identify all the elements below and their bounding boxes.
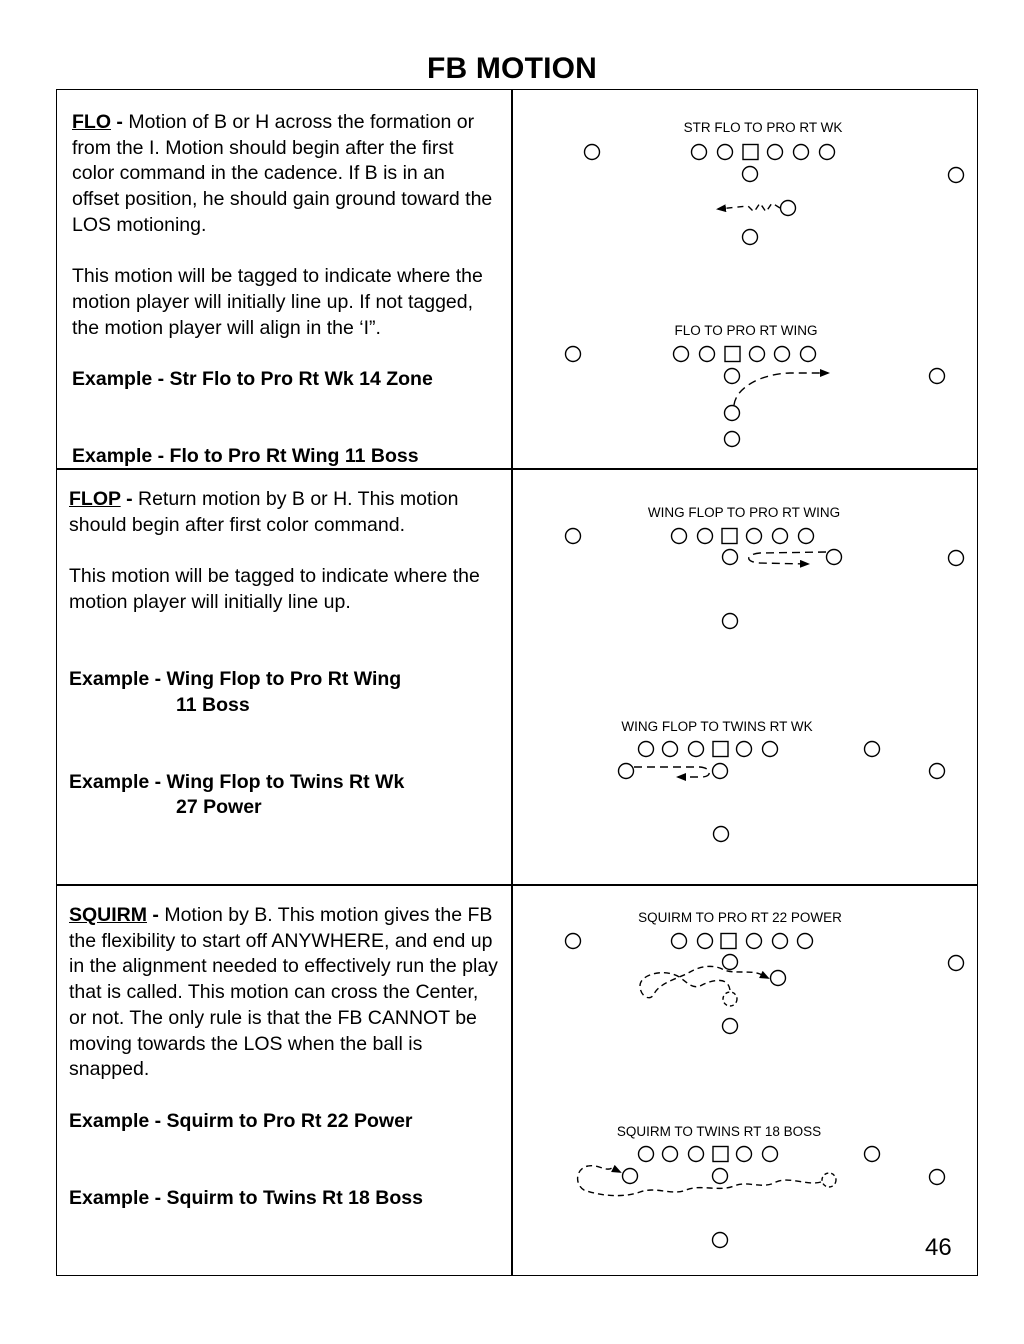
diagram-flo-motion (734, 373, 828, 405)
flo-term: FLO (72, 111, 111, 133)
squirm-dash: - (147, 904, 165, 926)
diagram-wing-flop-motion (749, 552, 826, 564)
page-title: FB MOTION (426, 52, 598, 85)
squirm-example-1: Example - Squirm to Pro Rt 22 Power (69, 1109, 413, 1132)
flop-section (69, 487, 505, 821)
flo-note: This motion will be tagged to indicate where the motion player will initially line up. If not tagged, the motion player will align in the ‘I”. (72, 265, 483, 339)
diagram-squirm-twins-motion (578, 1166, 821, 1196)
diagram-str-flo-motion (718, 203, 780, 212)
diagram-squirm-twins-label: SQUIRM TO TWINS RT 18 BOSS (616, 1124, 822, 1139)
flop-description: Return motion by B or H. This motion should begin after first color command. (69, 488, 459, 536)
flop-example-2-play: 27 Power (176, 796, 262, 819)
squirm-section (69, 903, 499, 1211)
diagram-squirm-pro-label: SQUIRM TO PRO RT 22 POWER (638, 910, 842, 925)
flop-term: FLOP (69, 488, 121, 510)
diagram-flo-label: FLO TO PRO RT WING (674, 323, 818, 338)
flo-example-1: Example - Str Flo to Pro Rt Wk 14 Zone (72, 368, 433, 390)
diagram-flo-players (566, 347, 945, 447)
flop-example-2: Example - Wing Flop to Twins Rt Wk (69, 770, 405, 793)
diagram-squirm-twins-players (623, 1147, 945, 1248)
diagram-wing-flop-label: WING FLOP TO PRO RT WING (647, 505, 841, 520)
diagram-wing-flop-twins-label: WING FLOP TO TWINS RT WK (621, 719, 813, 734)
flo-example-2: Example - Flo to Pro Rt Wing 11 Boss (72, 445, 419, 468)
flo-description-paragraph (72, 110, 497, 239)
diagram-str-flo-players (585, 145, 964, 245)
squirm-description-paragraph (69, 903, 499, 1083)
diagram-squirm-twins-start-position (822, 1173, 836, 1187)
squirm-example-2: Example - Squirm to Twins Rt 18 Boss (69, 1186, 423, 1209)
diagram-str-flo-label: STR FLO TO PRO RT WK (683, 120, 843, 135)
page-number: 46 (925, 1234, 952, 1261)
squirm-description: Motion by B. This motion gives the FB the flexibility to start off ANYWHERE, and end up in the alignment needed to effectively run the play that is called. This motion can cross the Center, or not. The only rule is that the FB CANNOT be moving towards the LOS when the ball is snapped. (69, 904, 498, 1081)
diagram-wing-flop-twins-players (619, 742, 945, 842)
flop-note: This motion will be tagged to indicate where the motion player will initially line up. (69, 565, 480, 613)
diagram-squirm-pro-start-position (723, 992, 737, 1006)
squirm-term: SQUIRM (69, 904, 147, 926)
diagram-wing-flop-players (566, 529, 964, 629)
flo-description: Motion of B or H across the formation or from the I. Motion should begin after the first color command in the cadence. If B is in an offset position, he should gain ground toward the LOS motioning. (72, 111, 493, 236)
flop-description-paragraph (69, 487, 505, 538)
diagram-wing-flop-twins-motion (634, 767, 709, 777)
flop-example-1-play: 11 Boss (176, 693, 250, 716)
diagram-squirm-pro-motion (640, 966, 768, 997)
play-diagrams (512, 89, 978, 1276)
flo-section (72, 110, 497, 470)
flo-dash: - (111, 111, 129, 133)
diagram-squirm-pro-players (566, 934, 964, 1034)
flop-dash: - (120, 488, 138, 510)
flop-example-1: Example - Wing Flop to Pro Rt Wing (69, 667, 402, 690)
